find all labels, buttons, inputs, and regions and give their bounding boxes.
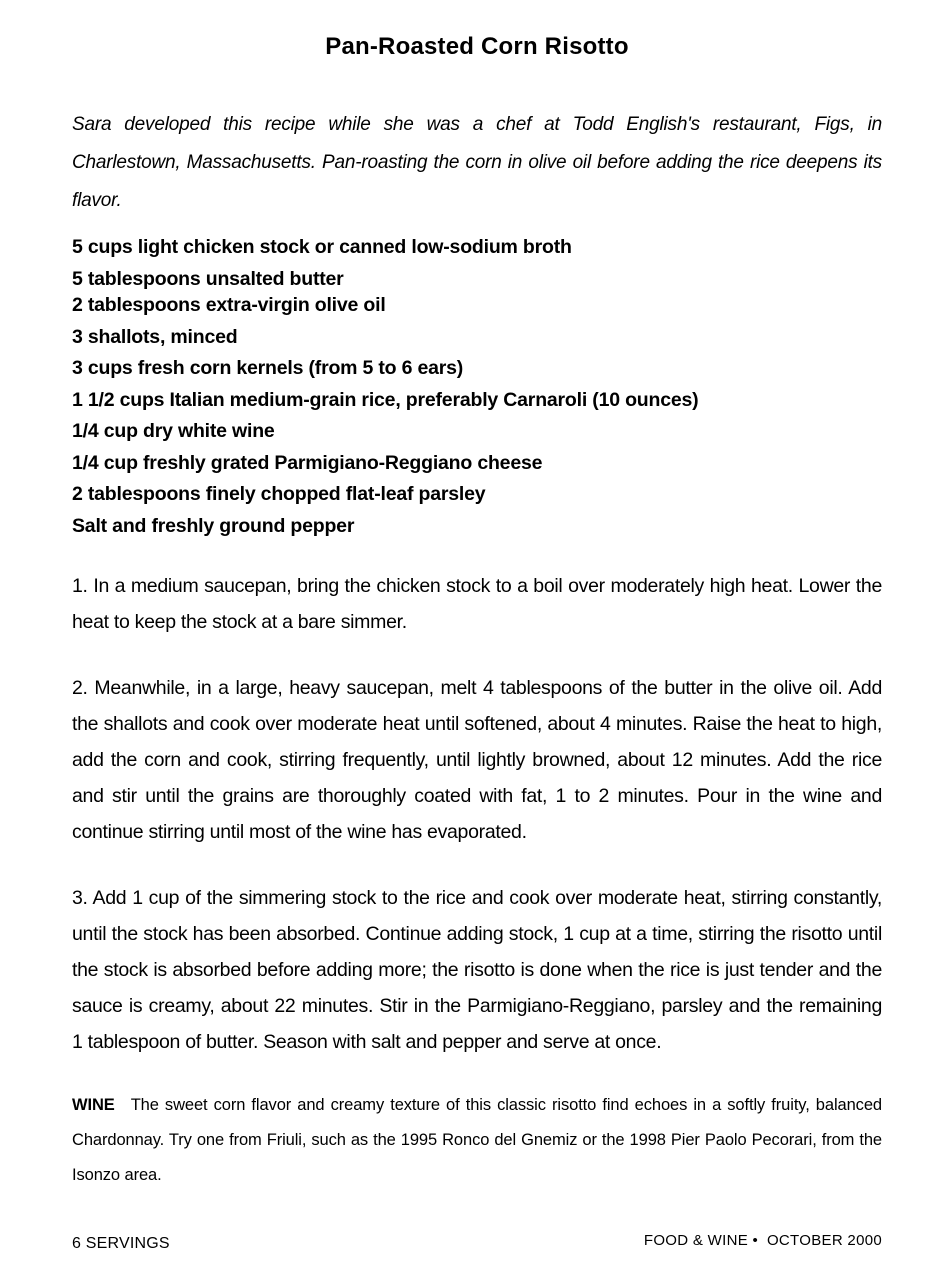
instructions (72, 568, 882, 1060)
recipe-title: Pan-Roasted Corn Risotto (325, 33, 629, 60)
wine-text: The sweet corn flavor and creamy texture of this classic risotto find echoes in a softly fruity, balanced Chardonnay. Try one from Friuli, such as the 1995 Ronco del Gnemiz or the 1998 Pier Paolo Pecorari, from the Isonzo area. (72, 1096, 882, 1184)
ingredient-item: 5 cups light chicken stock or canned low-sodium broth (72, 236, 572, 258)
instruction-step-1: 1. In a medium saucepan, bring the chicken stock to a boil over moderately high heat. Lower the heat to keep the stock at a bare simmer. (72, 575, 882, 633)
ingredient-item: 3 shallots, minced (72, 325, 238, 348)
ingredient-item: 1 1/2 cups Italian medium-grain rice, preferably Carnaroli (10 ounces) (72, 388, 699, 411)
wine-label: WINE (72, 1096, 115, 1114)
recipe-intro: Sara developed this recipe while she was a chef at Todd English's restaurant, Figs, in Charlestown, Massachusetts. Pan-roasting the corn in olive oil before adding the rice deepens its flavor. (72, 114, 882, 211)
instruction-step-3: 3. Add 1 cup of the simmering stock to the rice and cook over moderate heat, stirring constantly, until the stock has been absorbed. Continue adding stock, 1 cup at a time, stirring the risotto until the stock is absorbed before adding more; the risotto is done when the rice is just tender and the sauce is creamy, about 22 minutes. Stir in the Parmigiano-Reggiano, parsley and the remaining 1 tablespoon of butter. Season with salt and pepper and serve at once. (72, 887, 882, 1053)
servings-note: 6 SERVINGS (72, 1235, 170, 1252)
ingredient-item: Salt and freshly ground pepper (72, 514, 355, 537)
ingredient-item: 3 cups fresh corn kernels (from 5 to 6 ears) (72, 357, 464, 379)
wine-note (72, 1088, 882, 1193)
instruction-step-2: 2. Meanwhile, in a large, heavy saucepan, melt 4 tablespoons of the butter in the olive oil. Add the shallots and cook over moderate heat until softened, about 4 minutes. Raise the heat to high, add the corn and cook, stirring frequently, until lightly browned, about 12 minutes. Add the rice and stir until the grains are thoroughly coated with fat, 1 to 2 minutes. Pour in the wine and continue stirring until most of the wine has evaporated. (72, 677, 882, 843)
ingredient-item: 1/4 cup freshly grated Parmigiano-Reggiano cheese (72, 451, 543, 474)
ingredient-item: 2 tablespoons extra-virgin olive oil (72, 294, 386, 316)
page-footer: FOOD & WINE • OCTOBER 2000 (643, 1232, 882, 1249)
ingredient-item: 5 tablespoons unsalted butter (72, 267, 344, 290)
ingredient-item: 1/4 cup dry white wine (72, 420, 275, 442)
ingredient-item: 2 tablespoons finely chopped flat-leaf parsley (72, 483, 486, 505)
ingredients-list (72, 232, 882, 542)
